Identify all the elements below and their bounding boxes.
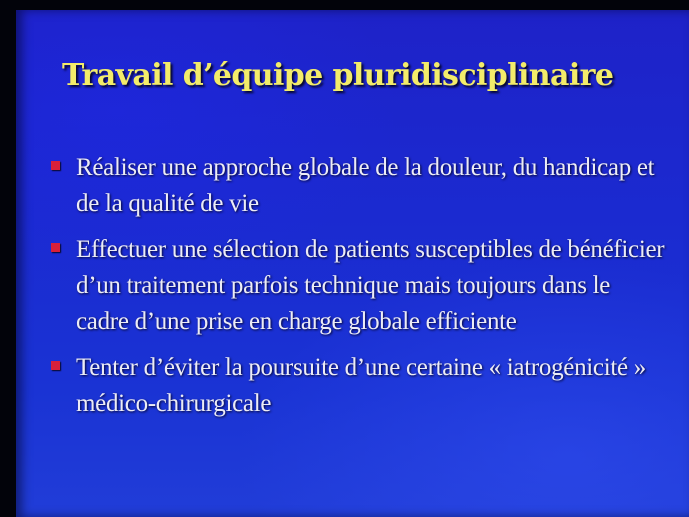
- bullet-text: Tenter d’éviter la poursuite d’une certaine « iatrogénicité » médico-chirurgicale: [76, 354, 646, 417]
- slide: [16, 10, 689, 517]
- bullet-text: Effectuer une sélection de patients susceptibles de bénéficier d’un traitement parfois technique mais toujours dans le cadre d’une prise en charge globale efficiente: [76, 236, 665, 335]
- square-bullet-icon: [51, 243, 60, 252]
- square-bullet-icon: [51, 161, 60, 170]
- bullet-text: Réaliser une approche globale de la douleur, du handicap et de la qualité de vie: [76, 154, 655, 217]
- bullet-item: [48, 232, 668, 340]
- slide-title: Travail d’équipe pluridisciplinaire: [62, 58, 614, 93]
- bullet-list: [48, 150, 668, 432]
- bullet-item: [48, 150, 668, 222]
- square-bullet-icon: [51, 361, 60, 370]
- bullet-item: [48, 350, 668, 422]
